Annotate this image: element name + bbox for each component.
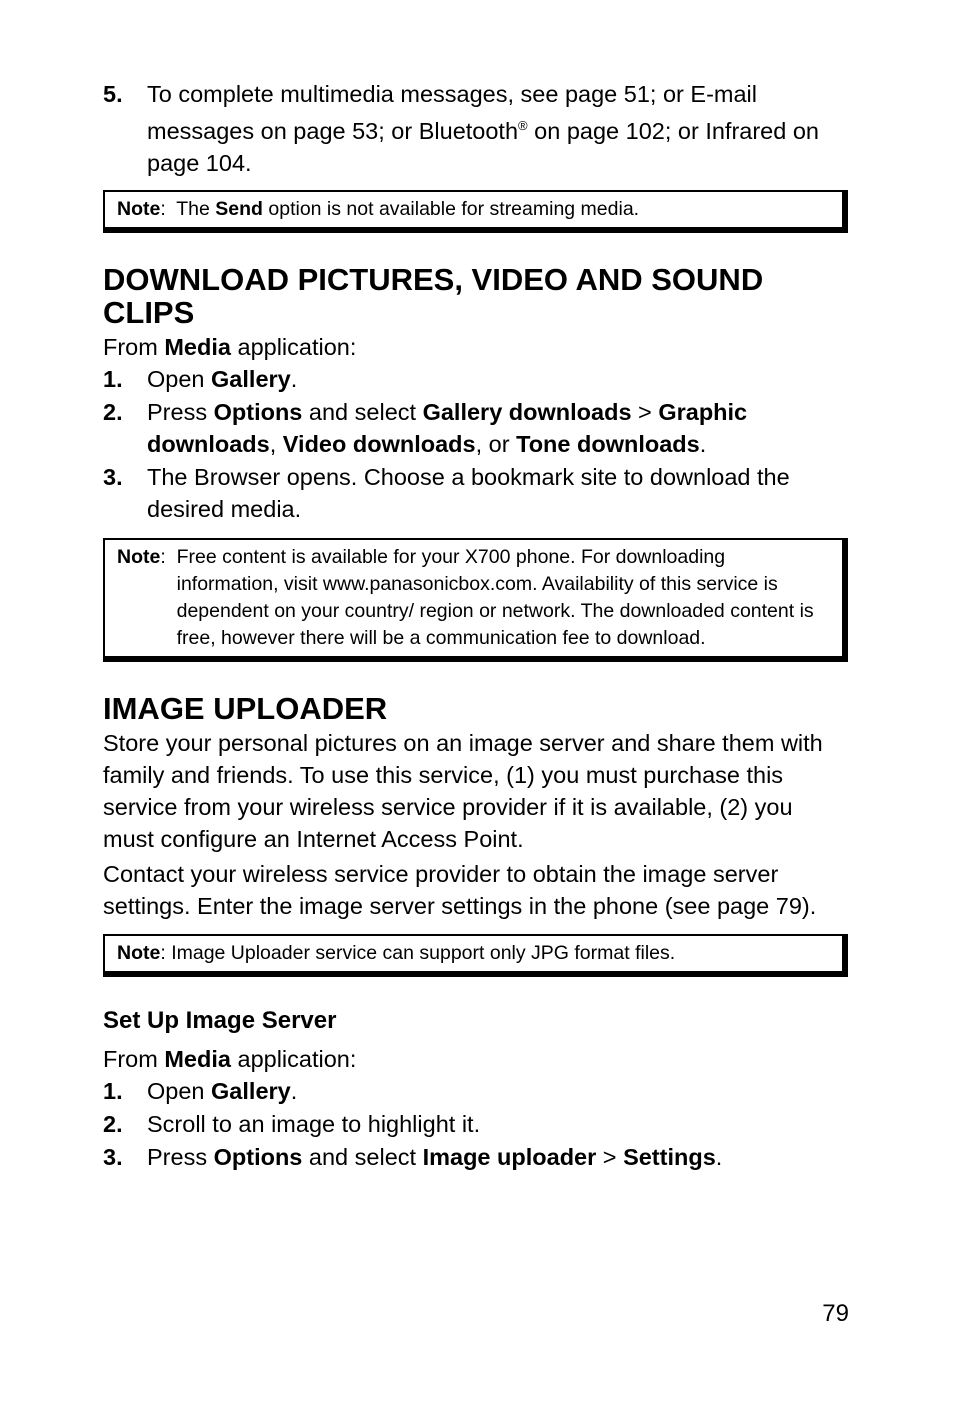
step-number: 3. — [103, 463, 123, 490]
note-label: Note — [117, 941, 161, 964]
intro-steps — [103, 78, 848, 179]
step-number: 1. — [103, 1077, 123, 1104]
from-line: From Media application: — [103, 1045, 357, 1072]
note-text-cont: option is not available for streaming media. — [262, 197, 640, 220]
section-heading-download: DOWNLOAD PICTURES, VIDEO AND SOUND CLIPS — [103, 261, 764, 330]
step-number: 2. — [103, 1110, 123, 1137]
registered-mark: ® — [518, 118, 528, 133]
step-number: 5. — [103, 81, 123, 107]
page-number: 79 — [822, 1300, 849, 1327]
step-text: The Browser opens. Choose a bookmark site to download the desired media. — [147, 463, 790, 522]
uploader-para-2: Contact your wireless service provider to obtain the image server settings. Enter the image server settings in the phone (see page 79). — [103, 860, 817, 919]
note-label: Note — [117, 545, 161, 568]
list-item: 2. Press Options and select Gallery downloads > Graphic downloads, Video downloads, or Tone downloads. — [103, 396, 848, 460]
uploader-para-1: Store your personal pictures on an image server and share them with family and friends. To use this service, (1) you must purchase this service from your wireless service provider if it is available, (2) you must configure an Internet Access Point. — [103, 729, 823, 852]
note-text: Image Uploader service can support only JPG format files. — [171, 941, 676, 964]
list-item: 3. Press Options and select Image uploader > Settings. — [103, 1141, 848, 1173]
step-text: Scroll to an image to highlight it. — [147, 1110, 481, 1137]
note-text: The — [176, 197, 216, 220]
step-number: 1. — [103, 365, 123, 392]
subsection-heading-setup: Set Up Image Server — [103, 1006, 337, 1034]
list-item — [103, 461, 848, 525]
list-item — [103, 1108, 848, 1140]
list-item: 1. Open Gallery. — [103, 363, 848, 395]
note-box-free-content: Note : Free content is available for your X700 phone. For downloading information, visit www.panasonicbox.com. Availability of this service is dependent on your country/ region or network. The downloaded content is free, however there will be a communication fee to download. — [103, 538, 848, 662]
section-heading-uploader: IMAGE UPLOADER — [103, 690, 388, 726]
download-steps — [103, 363, 848, 525]
step-text-cont: on page 102; or Infrared on page 104. — [147, 117, 819, 176]
note-bold: Send — [215, 197, 263, 220]
list-item — [103, 78, 848, 179]
from-line: From Media application: — [103, 333, 357, 360]
step-text: To complete multimedia messages, see page 51; or E-mail messages on page 53; or Bluetooth — [147, 81, 757, 144]
note-box-jpg: Note: Image Uploader service can support only JPG format files. — [103, 934, 848, 977]
setup-steps — [103, 1075, 848, 1173]
note-label: Note — [117, 197, 161, 220]
manual-page — [103, 78, 848, 1174]
note-text: Free content is available for your X700 phone. For downloading information, visit www.panasonicbox.com. Availability of this service is dependent on your country/ region or network. The downloaded content is free, however there will be a communication fee to download. — [176, 545, 814, 649]
note-box-send: Note: The Send option is not available for streaming media. — [103, 190, 848, 233]
list-item: 1. Open Gallery. — [103, 1075, 848, 1107]
step-number: 3. — [103, 1143, 123, 1170]
step-number: 2. — [103, 398, 123, 425]
